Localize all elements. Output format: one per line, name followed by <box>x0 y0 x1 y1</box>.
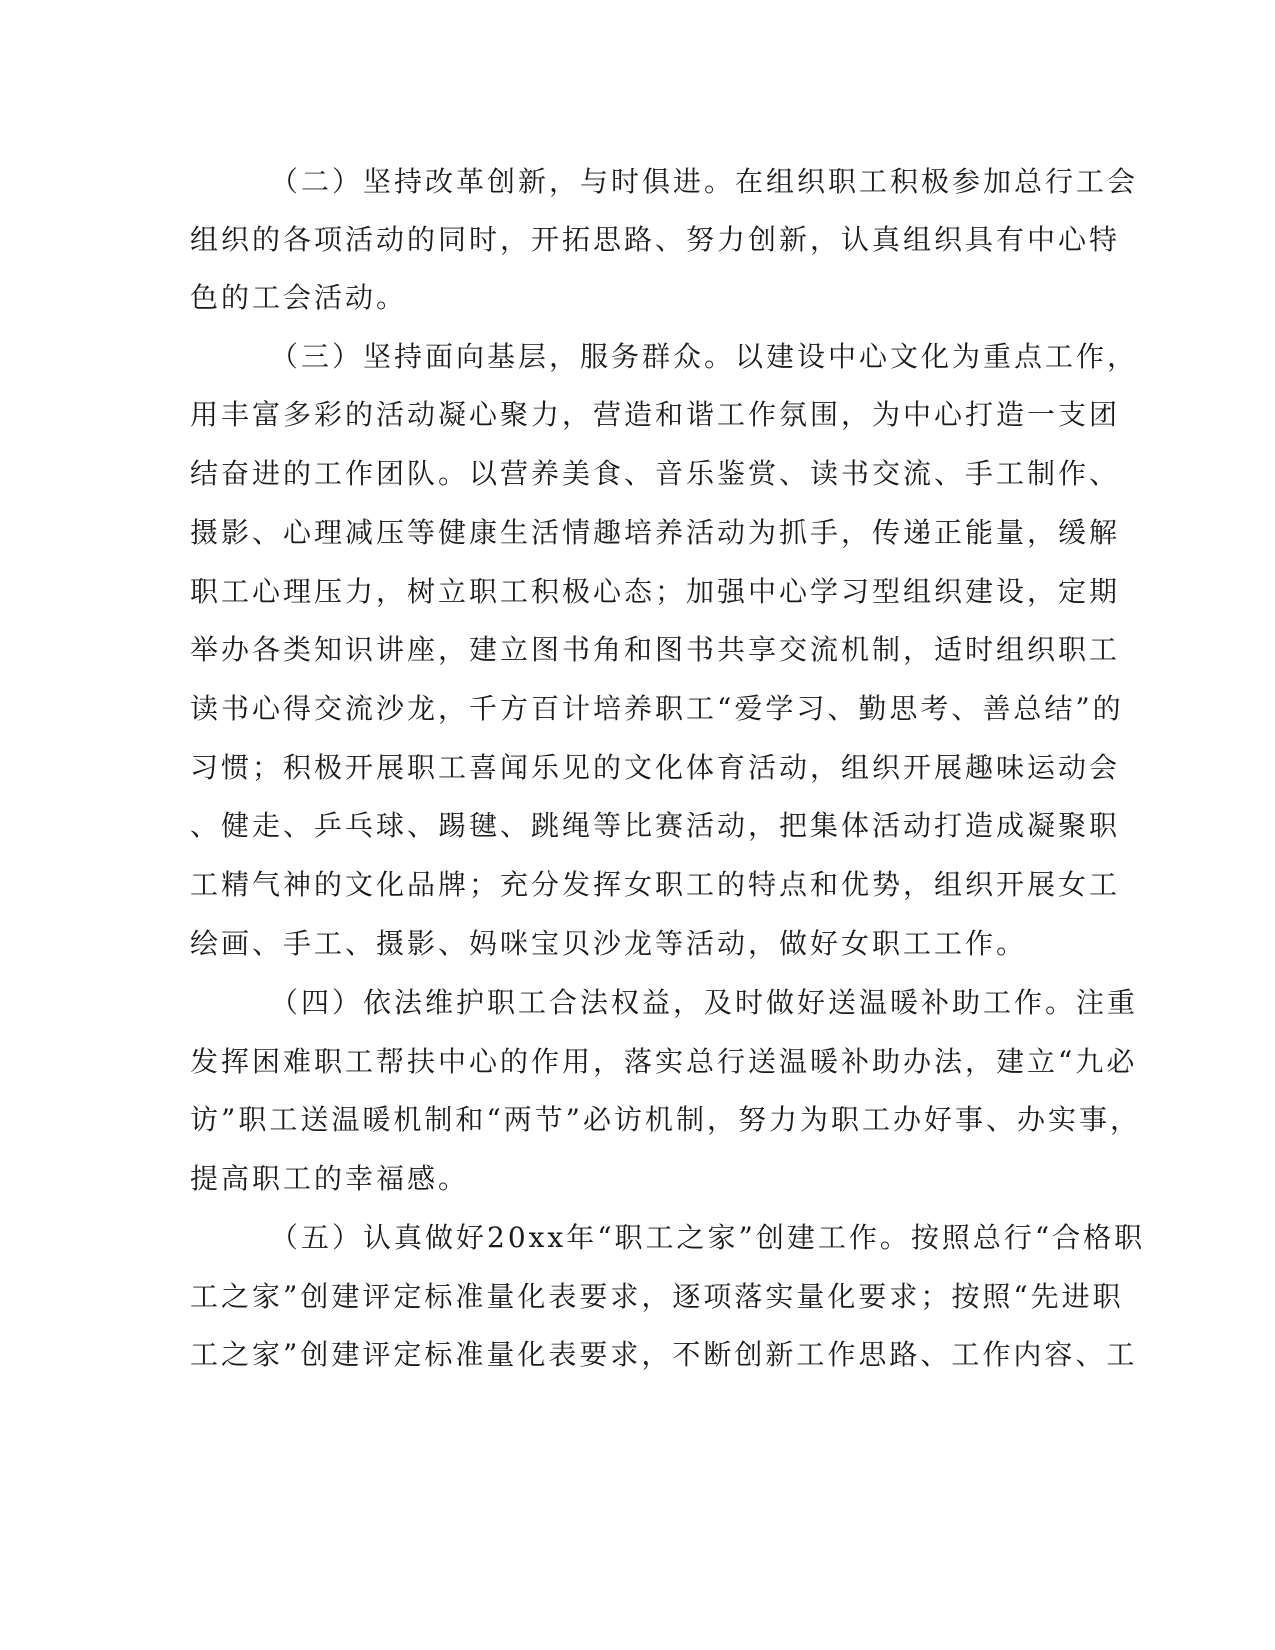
paragraph-5-line-2: 工之家”创建评定标准量化表要求，逐项落实量化要求；按照“先进职 <box>190 1280 1124 1313</box>
paragraph-4-line-4: 提高职工的幸福感。 <box>190 1162 470 1195</box>
paragraph-4-line-1: （四）依法维护职工合法权益，及时做好送温暖补助工作。注重 <box>270 986 1139 1019</box>
paragraph-3-line-5: 职工心理压力，树立职工积极心态；加强中心学习型组织建设，定期 <box>190 575 1121 608</box>
paragraph-2-line-3: 色的工会活动。 <box>190 281 408 314</box>
paragraph-5-line-1: （五）认真做好20xx年“职工之家”创建工作。按照总行“合格职 <box>270 1221 1146 1254</box>
paragraph-4-line-3: 访”职工送温暖机制和“两节”必访机制，努力为职工办好事、办实事， <box>190 1103 1141 1136</box>
paragraph-3-line-3: 结奋进的工作团队。以营养美食、音乐鉴赏、读书交流、手工制作、 <box>190 457 1121 490</box>
paragraph-3-line-1: （三）坚持面向基层，服务群众。以建设中心文化为重点工作， <box>270 340 1139 373</box>
paragraph-5-line-3: 工之家”创建评定标准量化表要求，不断创新工作思路、工作内容、工 <box>190 1338 1138 1371</box>
paragraph-3-line-6: 举办各类知识讲座，建立图书角和图书共享交流机制，适时组织职工 <box>190 633 1121 666</box>
paragraph-3-line-7: 读书心得交流沙龙，千方百计培养职工“爱学习、勤思考、善总结”的 <box>190 692 1124 725</box>
paragraph-3-line-8: 习惯；积极开展职工喜闻乐见的文化体育活动，组织开展趣味运动会 <box>190 751 1121 784</box>
paragraph-3-line-4: 摄影、心理减压等健康生活情趣培养活动为抓手，传递正能量，缓解 <box>190 516 1121 549</box>
paragraph-2-line-2: 组织的各项活动的同时，开拓思路、努力创新，认真组织具有中心特 <box>190 223 1121 256</box>
paragraph-3-line-2: 用丰富多彩的活动凝心聚力，营造和谐工作氛围，为中心打造一支团 <box>190 398 1121 431</box>
paragraph-3-line-11: 绘画、手工、摄影、妈咪宝贝沙龙等活动，做好女职工工作。 <box>190 927 1028 960</box>
paragraph-4-line-2: 发挥困难职工帮扶中心的作用，落实总行送温暖补助办法，建立“九必 <box>190 1045 1138 1078</box>
paragraph-2-line-1: （二）坚持改革创新，与时俱进。在组织职工积极参加总行工会 <box>270 165 1139 198</box>
paragraph-3-line-10: 工精气神的文化品牌；充分发挥女职工的特点和优势，组织开展女工 <box>190 868 1121 901</box>
paragraph-3-line-9: 、健走、乒乓球、踢毽、跳绳等比赛活动，把集体活动打造成凝聚职 <box>190 809 1121 842</box>
